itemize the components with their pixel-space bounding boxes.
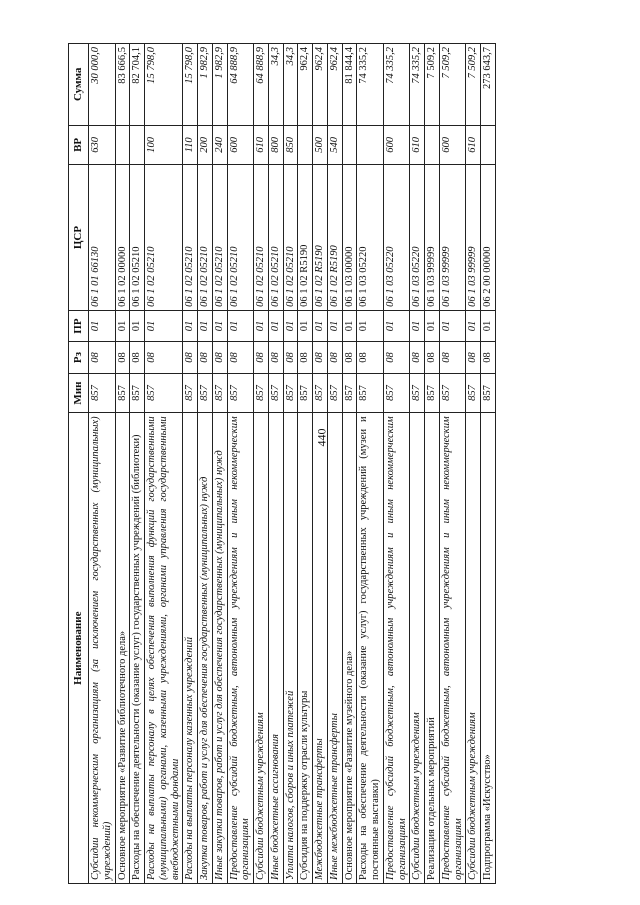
cell-vr (130, 125, 145, 165)
cell-pr: 01 (327, 310, 342, 341)
cell-csr: 06 1 03 99999 (439, 165, 466, 311)
cell-vr (298, 125, 313, 165)
cell-min: 857 (115, 373, 130, 413)
cell-pr: 01 (115, 310, 130, 341)
cell-pr: 01 (130, 310, 145, 341)
table-row (283, 44, 298, 884)
table-row (227, 44, 254, 884)
cell-name: Основное мероприятие «Развитие музейного дела» (342, 413, 357, 884)
cell-min: 857 (357, 373, 384, 413)
cell-csr: 06 1 02 05210 (254, 165, 269, 311)
cell-sum: 1 982,9 (198, 44, 213, 126)
cell-csr: 06 1 03 00000 (342, 165, 357, 311)
cell-rz: 08 (283, 342, 298, 373)
cell-pr: 01 (89, 310, 116, 341)
header-vr: ВР (69, 125, 89, 165)
cell-vr: 610 (466, 125, 481, 165)
cell-sum: 82 704,1 (130, 44, 145, 126)
cell-pr: 01 (227, 310, 254, 341)
cell-min: 857 (227, 373, 254, 413)
table-row (425, 44, 440, 884)
cell-min: 857 (383, 373, 410, 413)
cell-csr: 06 1 02 05210 (145, 165, 183, 311)
cell-pr: 01 (145, 310, 183, 341)
cell-min: 857 (268, 373, 283, 413)
cell-pr: 01 (298, 310, 313, 341)
table-row (342, 44, 357, 884)
cell-vr: 500 (313, 125, 328, 165)
cell-sum: 74 335,2 (410, 44, 425, 126)
cell-rz: 08 (481, 342, 496, 373)
cell-rz: 08 (198, 342, 213, 373)
cell-sum: 74 335,2 (357, 44, 384, 126)
cell-vr: 240 (212, 125, 227, 165)
cell-sum: 15 798,0 (145, 44, 183, 126)
cell-sum: 81 844,4 (342, 44, 357, 126)
cell-name: Межбюджетные трансферты (313, 413, 328, 884)
cell-sum: 7 509,2 (439, 44, 466, 126)
cell-sum: 64 888,9 (227, 44, 254, 126)
cell-csr: 06 1 02 R5190 (313, 165, 328, 311)
cell-rz: 08 (342, 342, 357, 373)
cell-name: Расходы на обеспечение деятельности (оказание услуг) государственных учреждений (библиотеки) (130, 413, 145, 884)
rotated-page-content (68, 43, 496, 884)
table-row (481, 44, 496, 884)
cell-csr: 06 1 02 05210 (283, 165, 298, 311)
cell-rz: 08 (227, 342, 254, 373)
table-body (89, 44, 496, 884)
cell-min: 857 (130, 373, 145, 413)
header-csr: ЦСР (69, 165, 89, 311)
cell-sum: 30 000,0 (89, 44, 116, 126)
table-row (130, 44, 145, 884)
cell-sum: 1 982,9 (212, 44, 227, 126)
cell-sum: 64 888,9 (254, 44, 269, 126)
cell-min: 857 (212, 373, 227, 413)
cell-name: Расходы на выплаты персоналу в целях обеспечения выполнения функций государственными (муниципальными) органами, казенными учреждениями, органами управления государственными внебюджетными фондами (145, 413, 183, 884)
cell-vr (425, 125, 440, 165)
cell-name: Расходы на выплаты персоналу казенных учреждений (183, 413, 198, 884)
cell-min: 857 (183, 373, 198, 413)
cell-rz: 08 (115, 342, 130, 373)
cell-name: Субсидии бюджетным учреждениям (410, 413, 425, 884)
cell-name: Основное мероприятие «Развитие библиотечного дела» (115, 413, 130, 884)
cell-csr: 06 1 02 R5190 (298, 165, 313, 311)
cell-vr (481, 125, 496, 165)
page-number: 440 (314, 428, 329, 447)
cell-rz: 08 (298, 342, 313, 373)
cell-name: Реализация отдельных мероприятий (425, 413, 440, 884)
cell-vr: 100 (145, 125, 183, 165)
cell-sum: 962,4 (298, 44, 313, 126)
cell-rz: 08 (410, 342, 425, 373)
cell-csr: 06 1 02 05210 (198, 165, 213, 311)
cell-csr: 06 1 02 05210 (227, 165, 254, 311)
cell-vr (342, 125, 357, 165)
cell-min: 857 (145, 373, 183, 413)
cell-name: Предоставление субсидий бюджетным, автономным учреждениям и иным некоммерческим организациям (383, 413, 410, 884)
cell-rz: 08 (383, 342, 410, 373)
table-row (383, 44, 410, 884)
cell-pr: 01 (481, 310, 496, 341)
header-rz: Рз (69, 342, 89, 373)
cell-min: 857 (254, 373, 269, 413)
cell-rz: 08 (89, 342, 116, 373)
cell-name: Субсидия на поддержку отрасли культуры (298, 413, 313, 884)
cell-vr: 800 (268, 125, 283, 165)
cell-vr: 110 (183, 125, 198, 165)
table-row (357, 44, 384, 884)
cell-pr: 01 (439, 310, 466, 341)
cell-csr: 06 1 03 99999 (466, 165, 481, 311)
cell-csr: 06 1 02 00000 (115, 165, 130, 311)
cell-name: Иные бюджетные ассигнования (268, 413, 283, 884)
cell-csr: 06 1 02 05210 (183, 165, 198, 311)
cell-vr: 540 (327, 125, 342, 165)
cell-pr: 01 (466, 310, 481, 341)
cell-name: Предоставление субсидий бюджетным, автономным учреждениям и иным некоммерческим организациям (439, 413, 466, 884)
cell-name: Субсидии бюджетным учреждениям (254, 413, 269, 884)
cell-csr: 06 1 03 05220 (383, 165, 410, 311)
cell-min: 857 (313, 373, 328, 413)
cell-vr: 200 (198, 125, 213, 165)
cell-min: 857 (327, 373, 342, 413)
table-row (466, 44, 481, 884)
table-row (268, 44, 283, 884)
cell-sum: 34,3 (283, 44, 298, 126)
table-row (313, 44, 328, 884)
cell-vr: 610 (254, 125, 269, 165)
table-row (298, 44, 313, 884)
cell-name: Закупка товаров, работ и услуг для обеспечения государственных (муниципальных) нужд (198, 413, 213, 884)
cell-vr (357, 125, 384, 165)
cell-min: 857 (283, 373, 298, 413)
cell-name: Предоставление субсидий бюджетным, автономным учреждениям и иным некоммерческим организациям (227, 413, 254, 884)
cell-min: 857 (439, 373, 466, 413)
cell-pr: 01 (183, 310, 198, 341)
table-row (254, 44, 269, 884)
cell-rz: 08 (357, 342, 384, 373)
cell-name: Уплата налогов, сборов и иных платежей (283, 413, 298, 884)
cell-rz: 08 (313, 342, 328, 373)
cell-min: 857 (298, 373, 313, 413)
cell-vr: 850 (283, 125, 298, 165)
table-row (439, 44, 466, 884)
cell-sum: 15 798,0 (183, 44, 198, 126)
table-row (145, 44, 183, 884)
table-row (198, 44, 213, 884)
cell-rz: 08 (439, 342, 466, 373)
cell-csr: 06 1 02 05210 (268, 165, 283, 311)
header-sum: Сумма (69, 44, 89, 126)
cell-sum: 7 509,2 (466, 44, 481, 126)
cell-min: 857 (410, 373, 425, 413)
cell-name: Субсидии бюджетным учреждениям (466, 413, 481, 884)
cell-pr: 01 (342, 310, 357, 341)
header-min: Мин (69, 373, 89, 413)
cell-sum: 273 643,7 (481, 44, 496, 126)
cell-name: Субсидии некоммерческим организациям (за исключением государственных (муниципальных) учреждений) (89, 413, 116, 884)
cell-sum: 962,4 (313, 44, 328, 126)
cell-csr: 06 1 03 05220 (410, 165, 425, 311)
header-name: Наименование (69, 413, 89, 884)
cell-vr: 600 (439, 125, 466, 165)
cell-rz: 08 (145, 342, 183, 373)
cell-rz: 08 (327, 342, 342, 373)
cell-csr: 06 1 03 05220 (357, 165, 384, 311)
table-row (183, 44, 198, 884)
cell-min: 857 (425, 373, 440, 413)
cell-rz: 08 (130, 342, 145, 373)
cell-rz: 08 (425, 342, 440, 373)
cell-csr: 06 1 02 R5190 (327, 165, 342, 311)
cell-pr: 01 (268, 310, 283, 341)
header-pr: ПР (69, 310, 89, 341)
cell-min: 857 (89, 373, 116, 413)
cell-pr: 01 (254, 310, 269, 341)
table-row (89, 44, 116, 884)
cell-csr: 06 1 02 05210 (212, 165, 227, 311)
cell-pr: 01 (212, 310, 227, 341)
cell-vr (115, 125, 130, 165)
cell-csr: 06 2 00 00000 (481, 165, 496, 311)
cell-csr: 06 1 01 66130 (89, 165, 116, 311)
cell-rz: 08 (254, 342, 269, 373)
cell-pr: 01 (283, 310, 298, 341)
cell-min: 857 (342, 373, 357, 413)
cell-pr: 01 (383, 310, 410, 341)
cell-vr: 630 (89, 125, 116, 165)
cell-csr: 06 1 03 99999 (425, 165, 440, 311)
cell-vr: 600 (227, 125, 254, 165)
cell-rz: 08 (212, 342, 227, 373)
table-row (212, 44, 227, 884)
cell-min: 857 (198, 373, 213, 413)
cell-sum: 962,4 (327, 44, 342, 126)
table-row (115, 44, 130, 884)
cell-name: Иные закупки товаров, работ и услуг для обеспечения государственных (муниципальных) нужд (212, 413, 227, 884)
cell-sum: 7 509,2 (425, 44, 440, 126)
cell-pr: 01 (313, 310, 328, 341)
budget-table (68, 43, 496, 884)
cell-rz: 08 (466, 342, 481, 373)
cell-vr: 600 (383, 125, 410, 165)
cell-name: Расходы на обеспечение деятельности (оказание услуг) государственных учреждений (музеи и постоянные выставки) (357, 413, 384, 884)
cell-sum: 34,3 (268, 44, 283, 126)
cell-pr: 01 (357, 310, 384, 341)
cell-name: Подпрограмма «Искусство» (481, 413, 496, 884)
cell-rz: 08 (268, 342, 283, 373)
cell-pr: 01 (198, 310, 213, 341)
cell-rz: 08 (183, 342, 198, 373)
cell-pr: 01 (410, 310, 425, 341)
cell-csr: 06 1 02 05210 (130, 165, 145, 311)
cell-pr: 01 (425, 310, 440, 341)
cell-name: Иные межбюджетные трансферты (327, 413, 342, 884)
table-row (410, 44, 425, 884)
table-header-row (69, 44, 89, 884)
cell-vr: 610 (410, 125, 425, 165)
table-row (327, 44, 342, 884)
cell-sum: 74 335,2 (383, 44, 410, 126)
cell-min: 857 (466, 373, 481, 413)
cell-sum: 83 666,5 (115, 44, 130, 126)
cell-min: 857 (481, 373, 496, 413)
